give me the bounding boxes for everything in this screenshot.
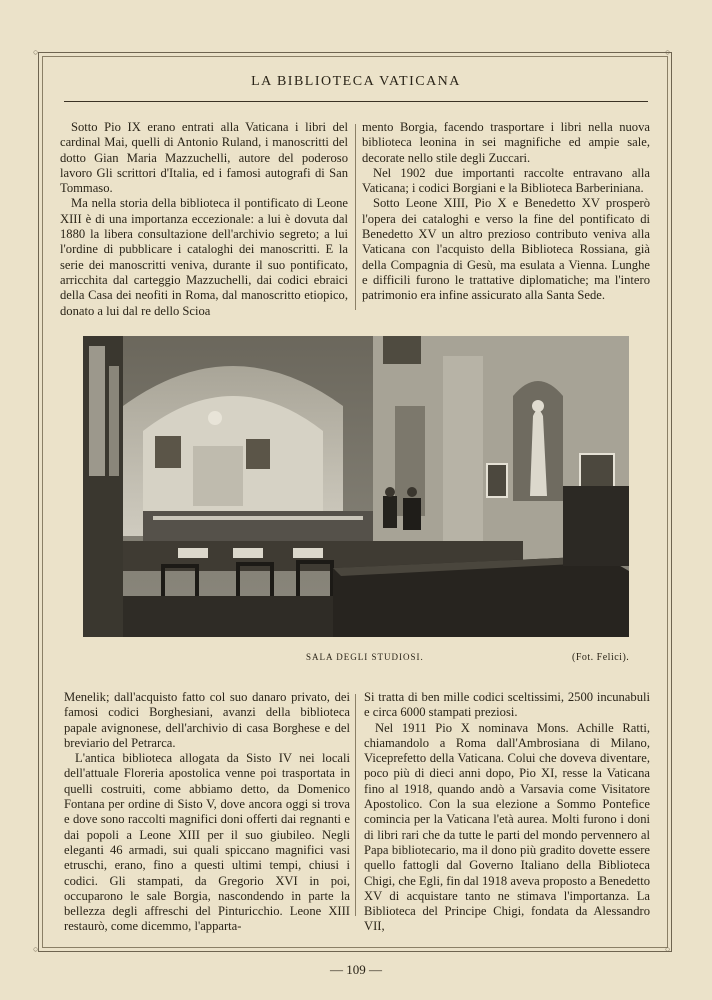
reading-room-photo xyxy=(83,336,629,637)
paragraph: Ma nella storia della biblioteca il pontificato di Leone XIII è di una importanza eccezionale: a lui è dovuta dal 1880 la libera consultazione dell'archivio segreto; a lui l'ordine di pubblicare i cataloghi dei manoscritti. E la serie dei manoscritti veniva, durante il suo pontificato, arricchita dal carteggio Mazzuchelli, dai codici ebraici della Casa dei neofiti in Roma, dal manoscritto etiopico, donato a lui dal re dello Scioa xyxy=(60,196,348,318)
header-rule xyxy=(64,101,648,102)
paragraph: Sotto Pio IX erano entrati alla Vaticana i libri del cardinal Mai, quelli di Antonio Ruland, i manoscritti del dotto Gian Maria Mazzuchelli, autore del poderoso lavoro Gli scrittori d'Italia, ed i famosi autografi di San Tommaso. xyxy=(60,120,348,196)
text-column-3 xyxy=(64,690,350,935)
running-header: LA BIBLIOTECA VATICANA xyxy=(251,74,461,89)
corner-ornament-icon: ○ xyxy=(665,47,671,57)
paragraph: Menelik; dall'acquisto fatto col suo danaro privato, dei famosi codici Borghesiani, avanzi della biblioteca papale avignonese, dell'archivio di casa Borghese e del breviario del Petrarca. xyxy=(64,690,350,750)
corner-ornament-icon: ○ xyxy=(33,944,39,954)
paragraph: Nel 1911 Pio X nominava Mons. Achille Ratti, chiamandolo a Roma dall'Ambrosiana di Milano, Viceprefetto della Vaticana. Colui che doveva diventare, poco più di dieci anni dopo, Pio XI, resse la Vaticana fino al 1918, quando andò a Varsavia come Visitatore Apostolico. Con la sua elezione a Sommo Pontefice comincia per la Vaticana l'età aurea. Molti furono i doni di libri rari che da tutte le parti del mondo pervennero al Papa bibliotecario, ma il dono più gradito dovette essere quello fattogli dal Governo Italiano della Biblioteca Chigi, che Egli, fin dal 1918 aveva proposto a Benedetto XV di acquistare tanto ne stimava l'importanza. La Biblioteca del Principe Chigi, fondata da Alessandro VII, xyxy=(364,720,650,934)
paragraph: Sotto Leone XIII, Pio X e Benedetto XV prosperò l'opera dei cataloghi e verso la fine del pontificato di Benedetto XV un altro prezioso contributo veniva alla Vaticana con l'acquisto della Biblioteca Rossiana, già della Compagnia di Gesù, ma esulata a Vienna. Lunghe e difficili furono le trattative diplomatiche; ma l'intero patrimonio era infine assicurato alla Santa Sede. xyxy=(362,196,650,303)
text-column-1 xyxy=(60,120,348,319)
photo-credit: (Fot. Felici). xyxy=(572,652,630,663)
figure-caption: SALA DEGLI STUDIOSI. xyxy=(306,652,424,662)
corner-ornament-icon: ○ xyxy=(665,944,671,954)
column-divider xyxy=(355,124,356,310)
paragraph: mento Borgia, facendo trasportare i libri nella nuova biblioteca leonina in sei magnifiche ed ampie sale, decorate nello stile degli Zuccari. xyxy=(362,120,650,165)
paragraph: Nel 1902 due importanti raccolte entravano alla Vaticana; i codici Borgiani e la Biblioteca Barberiniana. xyxy=(362,165,650,196)
paragraph: Si tratta di ben mille codici sceltissimi, 2500 incunabuli e circa 6000 stampati preziosi. xyxy=(364,690,650,720)
text-column-2 xyxy=(362,120,650,304)
corner-ornament-icon: ○ xyxy=(33,47,39,57)
page-number: — 109 — xyxy=(330,962,382,977)
column-divider xyxy=(355,694,356,916)
paragraph: L'antica biblioteca allogata da Sisto IV nei locali dell'attuale Floreria apostolica venne poi trasportata in quelli costruiti, come abbiamo detto, da Domenico Fontana per ordine di Sisto V, dove ancora oggi si trova e dove sono raccolti magnifici doni offerti dai regnanti e dai popoli a Leone XIII per il suo giubileo. Negli eleganti 46 armadi, sui quali spiccano magnifici vasi etruschi, erano, fino a questi ultimi tempi, chiusi i codici. Gli stampati, da Gregorio XVI in poi, occuparono le sale Borgia, nascondendo in parte la bellezza degli affreschi del Pinturicchio. Leone XIII restaurò, come dicemmo, l'apparta- xyxy=(64,751,350,934)
text-column-4 xyxy=(364,690,650,935)
